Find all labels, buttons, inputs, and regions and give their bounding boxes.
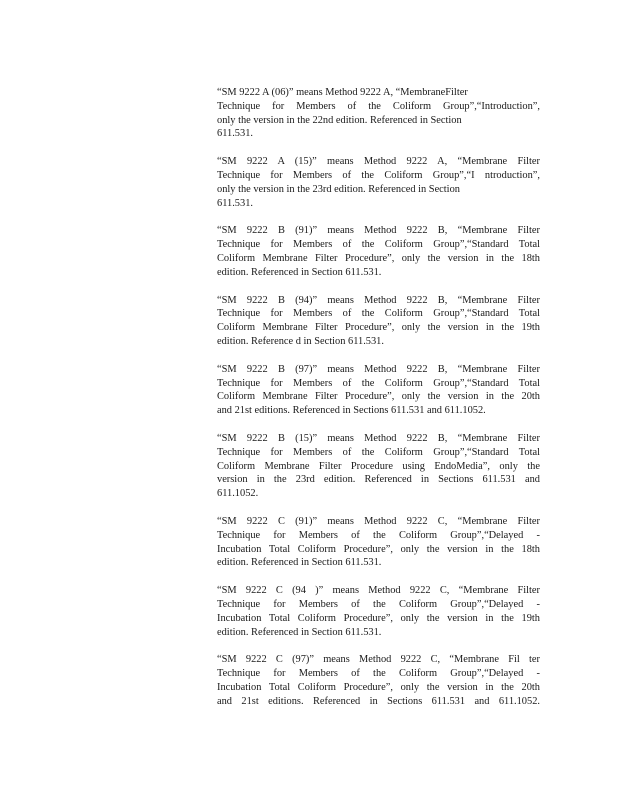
entry-line: Coliform Membrane Filter Procedure using EndoMedia”, only the bbox=[217, 460, 540, 472]
entry-line: “SM 9222 C (97)” means Method 9222 C, “Membrane Fil ter bbox=[217, 654, 540, 666]
entry-line: Incubation Total Coliform Procedure”, only the version in the 18th bbox=[217, 543, 540, 555]
entry-line: Incubation Total Coliform Procedure”, only the version in the 19th bbox=[217, 612, 540, 624]
entry-line: Coliform Membrane Filter Procedure”, only the version in the 18th bbox=[217, 252, 540, 264]
entry-line: “SM 9222 B (91)” means Method 9222 B, “Membrane Filter bbox=[217, 225, 540, 237]
entry-line: “SM 9222 A (06)” means Method 9222 A, “MembraneFilter bbox=[217, 87, 468, 98]
entry-line: only the version in the 22nd edition. Referenced in Section bbox=[217, 114, 462, 126]
entry-line: Technique for Members of the Coliform Group”,“Standard Total bbox=[217, 446, 540, 458]
entry-line: version in the 23rd edition. Referenced in Sections 611.531 and bbox=[217, 474, 540, 486]
entry-line: edition. Referenced in Section 611.531. bbox=[217, 626, 382, 638]
entry-line: Technique for Members of the Coliform Group”,“I ntroduction”, bbox=[217, 169, 540, 181]
definitions-list bbox=[217, 86, 540, 722]
entry-line: “SM 9222 C (91)” means Method 9222 C, “Membrane Filter bbox=[217, 515, 540, 527]
entry-line: Technique for Members of the Coliform Group”,“Introduction”, bbox=[217, 100, 540, 112]
entry-line: 611.1052. bbox=[217, 488, 259, 500]
entry-line: “SM 9222 B (15)” means Method 9222 B, “Membrane Filter bbox=[217, 432, 540, 444]
entry-line: and 21st editions. Referenced in Sections 611.531 and 611.1052. bbox=[217, 405, 486, 417]
definition-entry bbox=[217, 294, 540, 349]
entry-line: Incubation Total Coliform Procedure”, only the version in the 20th bbox=[217, 681, 540, 693]
entry-line: Technique for Members of the Coliform Group”,“Standard Total bbox=[217, 308, 540, 320]
definition-entry bbox=[217, 432, 540, 501]
entry-line: 611.531. bbox=[217, 128, 253, 140]
definition-entry bbox=[217, 653, 540, 708]
entry-line: edition. Referenced in Section 611.531. bbox=[217, 266, 382, 278]
definition-entry bbox=[217, 363, 540, 418]
entry-line: Coliform Membrane Filter Procedure”, only the version in the 20th bbox=[217, 391, 540, 403]
entry-line: Coliform Membrane Filter Procedure”, only the version in the 19th bbox=[217, 322, 540, 334]
definition-entry bbox=[217, 224, 540, 279]
entry-line: “SM 9222 C (94 )” means Method 9222 C, “Membrane Filter bbox=[217, 585, 540, 597]
entry-line: edition. Referenced in Section 611.531. bbox=[217, 557, 382, 569]
entry-line: 611.531. bbox=[217, 197, 253, 209]
definition-entry bbox=[217, 155, 540, 210]
entry-line: “SM 9222 B (94)” means Method 9222 B, “Membrane Filter bbox=[217, 294, 540, 306]
entry-line: and 21st editions. Referenced in Sections 611.531 and 611.1052. bbox=[217, 695, 540, 707]
entry-line: “SM 9222 B (97)” means Method 9222 B, “Membrane Filter bbox=[217, 363, 540, 375]
entry-line: Technique for Members of the Coliform Group”,“Delayed - bbox=[217, 668, 540, 680]
entry-line: Technique for Members of the Coliform Group”,“Standard Total bbox=[217, 377, 540, 389]
entry-line: “SM 9222 A (15)” means Method 9222 A, “Membrane Filter bbox=[217, 156, 540, 168]
definition-entry bbox=[217, 584, 540, 639]
entry-line: edition. Reference d in Section 611.531. bbox=[217, 335, 384, 347]
entry-line: Technique for Members of the Coliform Group”,“Delayed - bbox=[217, 529, 540, 541]
entry-line: Technique for Members of the Coliform Group”,“Delayed - bbox=[217, 598, 540, 610]
definition-entry bbox=[217, 86, 540, 141]
entry-line: Technique for Members of the Coliform Group”,“Standard Total bbox=[217, 239, 540, 251]
definition-entry bbox=[217, 515, 540, 570]
entry-line: only the version in the 23rd edition. Referenced in Section bbox=[217, 183, 460, 195]
